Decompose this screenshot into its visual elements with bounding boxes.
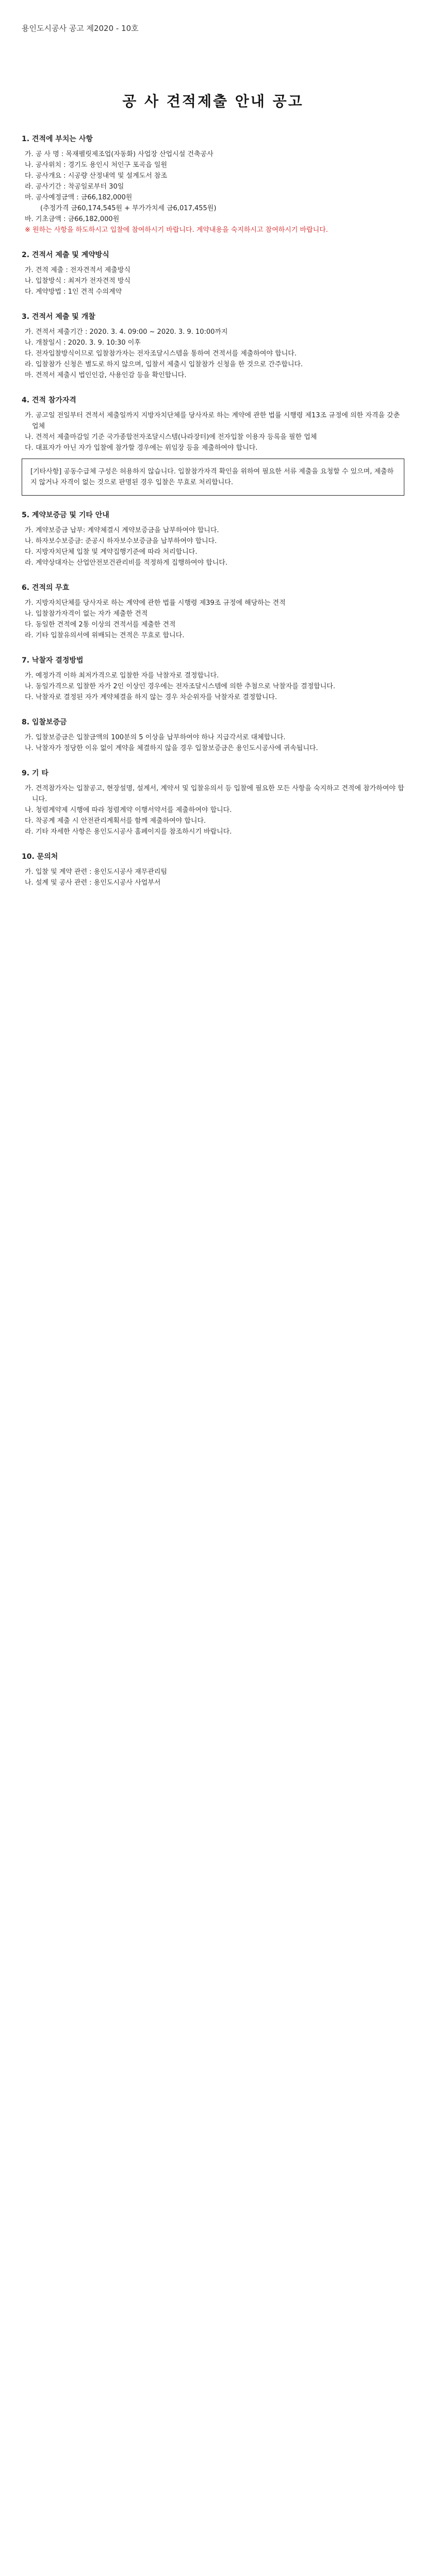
- section-line: 나. 낙찰자가 정당한 이유 없이 계약을 체결하지 않을 경우 입찰보증금은 용인도시공사에 귀속됩니다.: [25, 744, 318, 752]
- section-line: 가. 견적 제출 : 전자견적서 제출방식: [25, 266, 130, 274]
- section-line: 나. 입찰참가자격이 없는 자가 제출한 견적: [25, 610, 148, 618]
- section-line: 가. 입찰보증금은 입찰금액의 100분의 5 이상을 납부하여야 하나 지급각서로 대체합니다.: [25, 734, 286, 741]
- section-line: 가. 예정가격 이하 최저가격으로 입찰한 자를 낙찰자로 결정합니다.: [25, 672, 219, 680]
- section-line: 바. 기초금액 : 금66,182,000원: [25, 215, 120, 223]
- section-line: 다. 공사개요 : 시공량 산정내역 및 설계도서 참조: [25, 172, 168, 180]
- section: [22, 312, 404, 381]
- section-line: 나. 하자보수보증금: 준공시 하자보수보증금을 납부하여야 합니다.: [25, 537, 217, 545]
- section-heading: 2. 견적서 제출 및 계약방식: [22, 251, 109, 259]
- doc-id: 용인도시공사 공고 제2020 - 10호: [22, 24, 139, 33]
- section-line: 나. 견적서 제출마감일 기준 국가종합전자조달시스템(나라장터)에 전자입찰 이용자 등록을 필한 업체: [25, 433, 317, 441]
- section-line: 가. 지방자치단체를 당사자로 하는 계약에 관한 법률 시행령 제39조 규정에 해당하는 견적: [25, 599, 286, 607]
- section-line: 나. 개찰일시 : 2020. 3. 9. 10:30 이후: [25, 339, 141, 347]
- section-line: 가. 견적참가자는 입찰공고, 현장설명, 설계서, 계약서 및 입찰유의서 등 입찰에 필요한 모든 사항을 숙지하고 견적에 참가하여야 합니다.: [25, 785, 404, 803]
- section-heading: 9. 기 타: [22, 769, 48, 777]
- section-line: 다. 동일한 견적에 2통 이상의 견적서를 제출한 견적: [25, 621, 176, 629]
- section-line: 다. 전자입찰방식이므로 입찰참가자는 전자조달시스템을 통하여 견적서를 제출하여야 합니다.: [25, 350, 297, 358]
- section-line: 다. 지방자치단체 입찰 및 계약집행기준에 따라 처리합니다.: [25, 548, 198, 556]
- section: [22, 250, 404, 297]
- section-line: 나. 설계 및 공사 관련 : 용인도시공사 사업부서: [25, 879, 161, 887]
- section-line: 라. 계약상대자는 산업안전보건관리비를 적정하게 집행하여야 합니다.: [25, 559, 228, 567]
- section-line: 나. 동일가격으로 입찰한 자가 2인 이상인 경우에는 전자조달시스템에 의한 추첨으로 낙찰자를 결정합니다.: [25, 683, 335, 690]
- section-heading: 3. 견적서 제출 및 개찰: [22, 313, 95, 321]
- section-line: 라. 기타 입찰유의서에 위배되는 견적은 무효로 합니다.: [25, 632, 185, 639]
- section-line: 나. 공사위치 : 경기도 용인시 처인구 포곡읍 일원: [25, 161, 168, 169]
- section-line: 다. 계약방법 : 1인 견적 수의계약: [25, 288, 122, 296]
- section-line: 라. 기타 자세한 사항은 용인도시공사 홈페이지를 참조하시기 바랍니다.: [25, 828, 232, 836]
- section-line: 가. 견적서 제출기간 : 2020. 3. 4. 09:00 ~ 2020. 3. 9. 10:00까지: [25, 328, 228, 336]
- section-line: 가. 계약보증금 납부: 계약체결시 계약보증금을 납부하여야 합니다.: [25, 527, 219, 534]
- section-heading: 7. 낙찰자 결정방법: [22, 656, 84, 665]
- section-line: 다. 대표자가 아닌 자가 입찰에 참가할 경우에는 위임장 등을 제출하여야 합니다.: [25, 444, 258, 452]
- section-line: 라. 공사기간 : 착공일로부터 30일: [25, 183, 124, 191]
- section-line: 라. 입찰참가 신청은 별도로 하지 않으며, 입찰서 제출시 입찰참가 신청을 한 것으로 간주합니다.: [25, 361, 303, 368]
- section-heading: 10. 문의처: [22, 853, 58, 861]
- section: [22, 768, 404, 837]
- section: [22, 510, 404, 568]
- section-line: 가. 입찰 및 계약 관련 : 용인도시공사 재무관리팀: [25, 868, 168, 876]
- section: [22, 134, 404, 235]
- section-heading: 1. 견적에 부치는 사항: [22, 135, 93, 143]
- section: [22, 717, 404, 754]
- section-line: 마. 공사예정금액 : 금66,182,000원: [25, 194, 133, 201]
- document-body: [22, 134, 404, 903]
- section: [22, 395, 404, 496]
- section-line: 나. 청렴계약제 시행에 따라 청렴계약 이행서약서를 제출하여야 합니다.: [25, 806, 232, 814]
- section-heading: 4. 견적 참가자격: [22, 396, 76, 404]
- section: [22, 852, 404, 888]
- section-line: 다. 낙찰자로 결정된 자가 계약체결을 하지 않는 경우 차순위자를 낙찰자로 결정합니다.: [25, 693, 277, 701]
- section-heading: 8. 입찰보증금: [22, 718, 67, 726]
- section-line: 다. 착공계 제출 시 안전관리계획서를 함께 제출하여야 합니다.: [25, 817, 206, 825]
- section-line: 마. 견적서 제출시 법인인감, 사용인감 등을 확인합니다.: [25, 371, 187, 379]
- section-heading: 5. 계약보증금 및 기타 안내: [22, 511, 109, 519]
- section: [22, 583, 404, 641]
- notice-box: [기타사항] 공동수급체 구성은 허용하지 않습니다. 입찰참가자격 확인을 위하여 필요한 서류 제출을 요청할 수 있으며, 제출하지 않거나 자격이 없는 것으로 판명된 경우 입찰은 무효로 처리합니다.: [22, 459, 404, 496]
- section: [22, 655, 404, 703]
- section-heading: 6. 견적의 무효: [22, 584, 70, 592]
- section-line: 가. 공 사 명 : 목재펠릿제조업(자동화) 사업장 산업시설 건축공사: [25, 150, 214, 158]
- section-line: 나. 입찰방식 : 최저가 전자견적 방식: [25, 277, 130, 285]
- section-line: 가. 공고일 전일부터 견적서 제출일까지 지방자치단체를 당사자로 하는 계약에 관한 법률 시행령 제13조 규정에 의한 자격을 갖춘 업체: [25, 412, 400, 430]
- section-line: ※ 원하는 사항을 하도하시고 입찰에 참여하시기 바랍니다. 계약내용을 숙지하시고 참여하시기 바랍니다.: [25, 226, 328, 234]
- section-line: (추정가격 금60,174,545원 + 부가가치세 금6,017,455원): [40, 205, 217, 212]
- page-title: 공 사 견적제출 안내 공고: [122, 93, 304, 110]
